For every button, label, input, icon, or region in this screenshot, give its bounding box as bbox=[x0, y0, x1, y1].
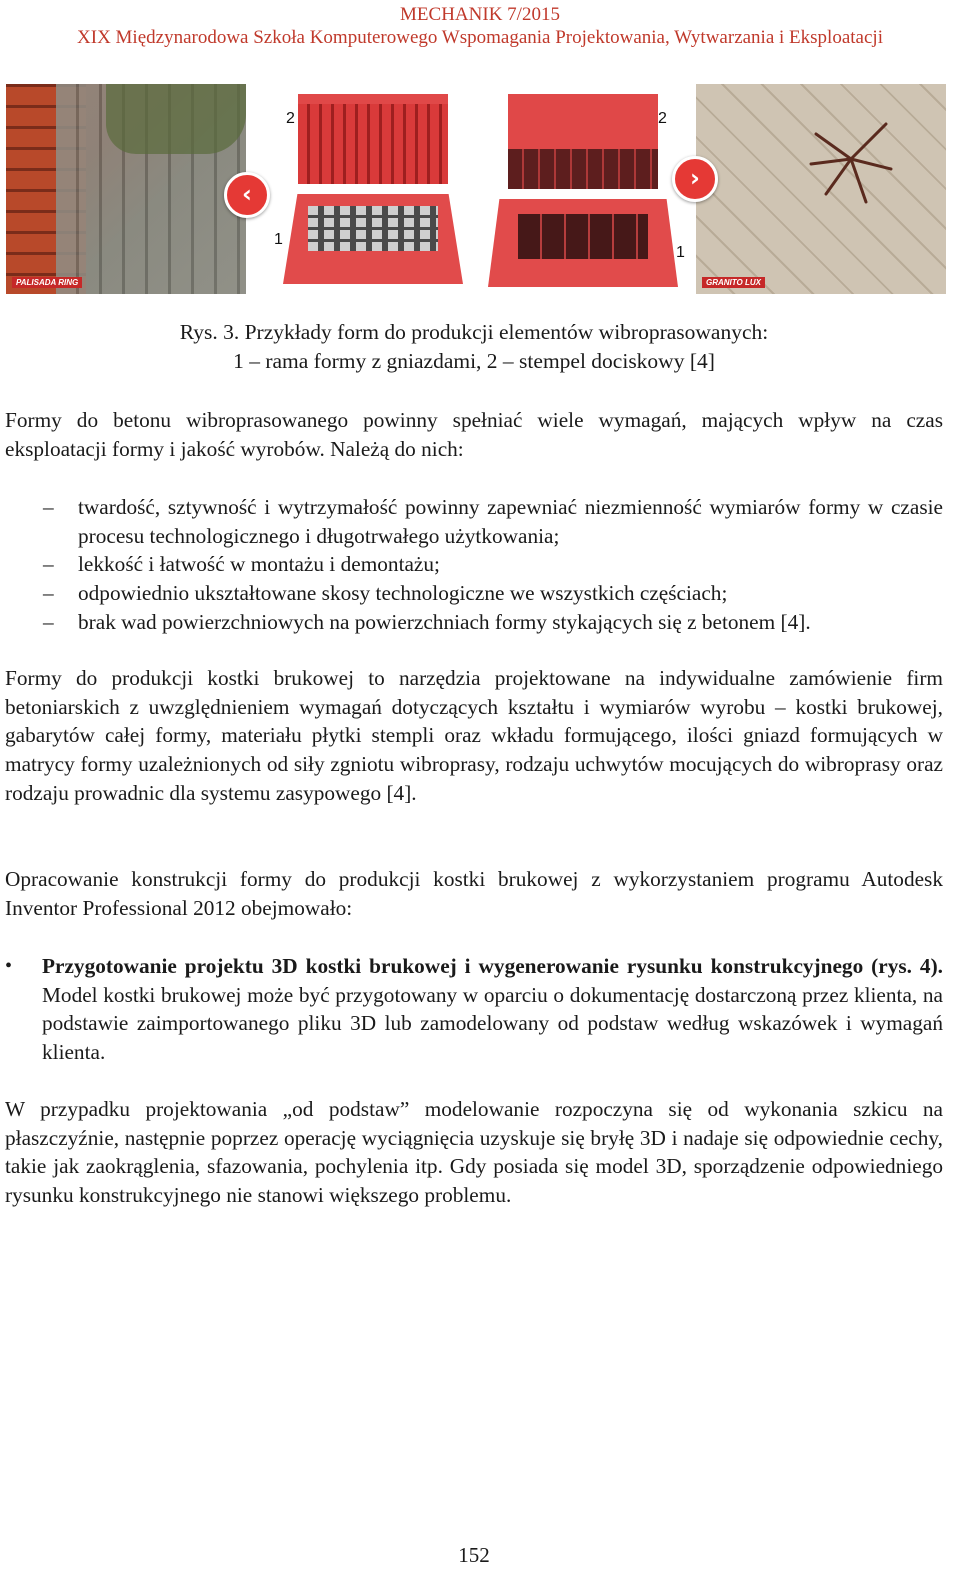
requirements-list bbox=[5, 493, 943, 637]
arrow-right-icon: › bbox=[672, 156, 718, 202]
paragraph-text: W przypadku projektowania „od podstaw” modelowanie rozpoczyna się od wykonania szkicu na płaszczyźnie, następnie poprzez operację wyciągnięcia uzyskuje się bryłę 3D i nadaje się odpowiednie cechy, takie jak zaokrąglenia, sfazowania, pochylenia itp. Gdy posiada się model 3D, sporządzenie odpowiedniego rysunku konstrukcyjnego nie stanowi większego problemu. bbox=[5, 1097, 943, 1208]
mold-photo-2 bbox=[478, 84, 686, 294]
palisade-tag: PALISADA RING bbox=[12, 277, 82, 288]
bullet-bold-text: Przygotowanie projektu 3D kostki brukowej i wygenerowanie rysunku konstrukcyjnego (rys. 4). bbox=[42, 954, 943, 978]
paragraph-design bbox=[5, 865, 943, 922]
bullet-marker: • bbox=[5, 955, 13, 977]
dash-marker: – bbox=[43, 495, 54, 519]
page-number: 152 bbox=[458, 1543, 490, 1567]
paragraph-requirements bbox=[5, 406, 943, 463]
paragraph-text: Formy do betonu wibroprasowanego powinny spełniać wiele wymagań, mających wpływ na czas eksploatacji formy i jakość wyrobów. Należą do nich: bbox=[5, 408, 943, 461]
conference-header: XIX Międzynarodowa Szkoła Komputerowego Wspomagania Projektowania, Wytwarzania i Eksploatacji bbox=[77, 27, 883, 48]
dash-marker: – bbox=[43, 609, 54, 634]
paragraph-text: Formy do produkcji kostki brukowej to narzędzia projektowane na indywidualne zamówienie firm betoniarskich z uwzględnieniem wymagań dotyczących kształtu i wymiarów wyrobu – kostki brukowej, gabarytów całej formy, materiału płytki stempli oraz wkładu formującego, ilości gniazd formujących w matrycy formy uzależnionych od siły zgniotu wibroprasy, rodzaju uchwytów mocujących do wibroprasy oraz rodzaju prowadnic dla systemu zasypowego [4]. bbox=[5, 666, 943, 805]
list-item-text: lekkość i łatwość w montażu i demontażu; bbox=[78, 552, 440, 577]
caption-line-1: Rys. 3. Przykłady form do produkcji elementów wibroprasowanych: bbox=[179, 320, 769, 344]
mold-photo-1 bbox=[268, 84, 478, 294]
list-item bbox=[5, 608, 943, 637]
list-item bbox=[5, 493, 943, 550]
granito-tag: GRANITO LUX bbox=[702, 277, 765, 288]
paragraph-text: Opracowanie konstrukcji formy do produkcji kostki brukowej z wykorzystaniem programu Autodesk Inventor Professional 2012 obejmowało: bbox=[5, 867, 943, 920]
bullet-rest-text: Model kostki brukowej może być przygotowany w oparciu o dokumentację dostarczoną przez klienta, na podstawie zaimportowanego pliku 3D lub zamodelowany od podstaw według wskazówek i wymagań klienta. bbox=[42, 982, 943, 1065]
paving-photo bbox=[696, 84, 946, 294]
caption-line-2: 1 – rama formy z gniazdami, 2 – stempel dociskowy [4] bbox=[233, 349, 715, 373]
list-item-text: twardość, sztywność i wytrzymałość powinny zapewniać niezmienność wymiarów formy w czasie procesu technologicznego i długotrwałego użytkowania; bbox=[78, 495, 943, 548]
paragraph-modeling bbox=[5, 1095, 943, 1210]
label-frame: 1 bbox=[274, 231, 283, 248]
paragraph-forms bbox=[5, 664, 943, 808]
palisade-photo bbox=[6, 84, 246, 294]
journal-header: MECHANIK 7/2015 bbox=[400, 4, 560, 25]
list-item-text: odpowiednio ukształtowane skosy technologiczne we wszystkich częściach; bbox=[78, 581, 728, 606]
list-item-text: brak wad powierzchniowych na powierzchniach formy stykających się z betonem [4]. bbox=[78, 609, 811, 634]
figure-caption bbox=[0, 318, 948, 376]
bullet-item bbox=[5, 952, 943, 1067]
label-stamp-2: 2 bbox=[658, 110, 667, 127]
figure-molds bbox=[6, 84, 946, 294]
arrow-left-icon: ‹ bbox=[224, 172, 270, 218]
dash-marker: – bbox=[43, 552, 54, 577]
dash-marker: – bbox=[43, 581, 54, 606]
list-item bbox=[5, 550, 943, 579]
list-item bbox=[5, 579, 943, 608]
twigs-image bbox=[806, 114, 896, 204]
bullet-text bbox=[5, 952, 943, 1067]
label-frame-2: 1 bbox=[676, 244, 685, 261]
label-stamp: 2 bbox=[286, 110, 295, 127]
